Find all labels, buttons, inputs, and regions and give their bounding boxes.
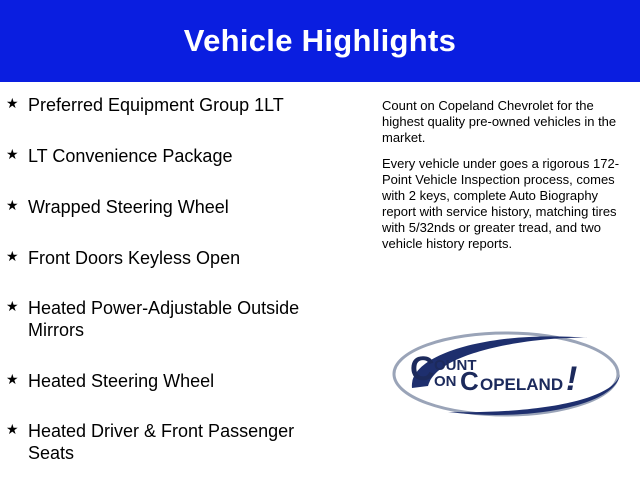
feature-item	[6, 370, 336, 392]
star-icon: ★	[6, 96, 19, 112]
feature-label: Heated Power-Adjustable Outside Mirrors	[28, 298, 300, 340]
feature-item	[6, 196, 336, 218]
star-icon: ★	[6, 422, 19, 438]
feature-label: Wrapped Steering Wheel	[28, 197, 229, 217]
logo-big-c: C	[410, 350, 435, 388]
star-icon: ★	[6, 198, 19, 214]
inspection-blurb: Every vehicle under goes a rigorous 172-Point Vehicle Inspection process, comes with 2 keys, complete Auto Biography report with service history, matching tires with 5/32nds or greater tread, and two vehicle history reports.	[382, 156, 620, 251]
feature-item	[6, 247, 336, 269]
header-banner	[0, 0, 640, 82]
star-icon: ★	[6, 372, 19, 388]
logo-on: ON	[434, 373, 457, 390]
feature-label: LT Convenience Package	[28, 146, 233, 166]
star-icon: ★	[6, 299, 19, 315]
logo-count: OUNT	[434, 357, 477, 374]
page-title: Vehicle Highlights	[183, 23, 457, 58]
dealer-blurb: Count on Copeland Chevrolet for the highest quality pre-owned vehicles in the market.	[382, 98, 617, 145]
feature-list	[6, 94, 336, 464]
dealer-info	[382, 98, 634, 262]
logo-exclamation: !	[566, 360, 578, 398]
logo-big-c2: C	[460, 366, 479, 396]
star-icon: ★	[6, 147, 19, 163]
feature-label: Front Doors Keyless Open	[28, 248, 241, 268]
feature-label: Heated Driver & Front Passenger Seats	[28, 421, 295, 463]
logo-copeland: OPELAND	[480, 375, 564, 394]
feature-item	[6, 94, 336, 116]
feature-label: Heated Steering Wheel	[28, 371, 215, 391]
count-on-copeland-logo	[388, 326, 628, 422]
feature-item	[6, 145, 336, 167]
feature-item	[6, 297, 336, 341]
feature-label: Preferred Equipment Group 1LT	[28, 95, 284, 115]
star-icon: ★	[6, 249, 19, 265]
feature-item	[6, 420, 336, 464]
